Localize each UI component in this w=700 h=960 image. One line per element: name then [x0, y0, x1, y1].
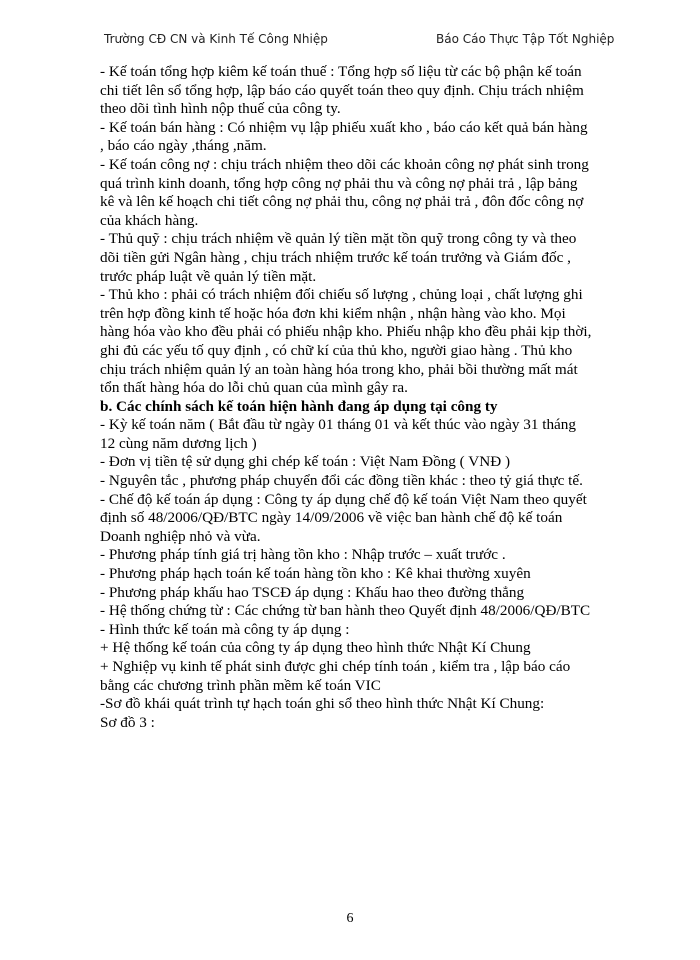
text-line: - Thủ kho : phải có trách nhiệm đối chiếu số lượng , chủng loại , chất lượng ghi: [100, 286, 583, 304]
text-line: của khách hàng.: [100, 211, 199, 229]
text-line: - Phương pháp khấu hao TSCĐ áp dụng : Khấu hao theo đường thẳng: [100, 583, 525, 601]
text-line: - Phương pháp hạch toán kế toán hàng tồn kho : Kê khai thường xuyên: [100, 565, 531, 583]
text-line: -Sơ đồ khái quát trình tự hạch toán ghi sổ theo hình thức Nhật Kí Chung:: [100, 695, 545, 713]
text-line: - Kế toán bán hàng : Có nhiệm vụ lập phiếu xuất kho , báo cáo kết quả bán hàng: [100, 118, 588, 136]
text-line: trên hợp đồng kinh tế hoặc hóa đơn khi kiểm nhận , nhận hàng vào kho. Mọi: [100, 304, 566, 322]
text-line: - Hình thức kế toán mà công ty áp dụng :: [100, 620, 350, 638]
text-line: dõi tiền gửi Ngân hàng , chịu trách nhiệm trước kế toán trưởng và Giám đốc ,: [100, 248, 571, 266]
text-line: kê và lên kế hoạch chi tiết công nợ phải thu, công nợ phải trả , đôn đốc công nợ: [100, 193, 584, 211]
text-line: + Nghiệp vụ kinh tế phát sinh được ghi chép tính toán , kiểm tra , lập báo cáo: [100, 658, 571, 675]
text-line: hàng hóa vào kho đều phải có phiếu nhập kho. Phiếu nhập kho đều phải kịp thời,: [100, 323, 592, 341]
text-line: quá trình kinh doanh, tổng hợp công nợ phải thu và công nợ phải trả , lập bảng: [100, 174, 578, 192]
section-heading: b. Các chính sách kế toán hiện hành đang áp dụng tại công ty: [100, 397, 498, 415]
text-line: - Hệ thống chứng từ : Các chứng từ ban hành theo Quyết định 48/2006/QĐ/BTC: [100, 602, 591, 620]
text-line: chịu trách nhiệm quản lý an toàn hàng hóa trong kho, phải bồi thường mất mát: [100, 360, 578, 378]
text-line: - Kỳ kế toán năm ( Bắt đầu từ ngày 01 tháng 01 và kết thúc vào ngày 31 tháng: [100, 416, 576, 434]
text-line: theo dõi tình hình nộp thuế của công ty.: [100, 100, 341, 118]
text-line: , báo cáo ngày ,tháng ,năm.: [100, 137, 267, 155]
text-line: chi tiết lên sổ tổng hợp, lập báo cáo quyết toán theo quy định. Chịu trách nhiệm: [100, 81, 584, 99]
text-line: - Phương pháp tính giá trị hàng tồn kho : Nhập trước – xuất trước .: [100, 546, 506, 564]
text-line: - Nguyên tắc , phương pháp chuyển đổi các đồng tiền khác : theo tỷ giá thực tế.: [100, 472, 583, 490]
text-line: - Đơn vị tiền tệ sử dụng ghi chép kế toán : Việt Nam Đồng ( VNĐ ): [100, 453, 511, 471]
text-line: 12 cùng năm dương lịch ): [100, 434, 257, 452]
text-line: ghi đủ các yếu tố quy định , có chữ kí của thủ kho, người giao hàng . Thủ kho: [100, 341, 573, 359]
header-school-name: Trường CĐ CN và Kinh Tế Công Nhiệp: [104, 32, 328, 46]
text-line: Sơ đồ 3 :: [100, 713, 155, 731]
text-line: định số 48/2006/QĐ/BTC ngày 14/09/2006 về việc ban hành chế độ kế toán: [100, 509, 563, 527]
document-body: [100, 63, 660, 732]
text-line: Doanh nghiệp nhỏ và vừa.: [100, 527, 261, 545]
header-report-title: Báo Cáo Thực Tập Tốt Nghiệp: [436, 32, 615, 46]
text-line: + Hệ thống kế toán của công ty áp dụng theo hình thức Nhật Kí Chung: [100, 639, 531, 657]
text-line: - Thủ quỹ : chịu trách nhiệm về quản lý tiền mặt tồn quỹ trong công ty và theo: [100, 230, 577, 248]
page-number: 6: [346, 911, 354, 926]
text-line: - Chế độ kế toán áp dụng : Công ty áp dụng chế độ kế toán Việt Nam theo quyết: [100, 490, 587, 508]
text-line: - Kế toán công nợ : chịu trách nhiệm theo dõi các khoản công nợ phát sinh trong: [100, 155, 589, 173]
text-line: tổn thất hàng hóa do lỗi chủ quan của mình gây ra.: [100, 379, 408, 397]
text-line: bằng các chương trình phần mềm kế toán VIC: [100, 676, 381, 694]
text-line: - Kế toán tổng hợp kiêm kế toán thuế : Tổng hợp số liệu từ các bộ phận kế toán: [100, 63, 582, 80]
text-line: trước pháp luật về quản lý tiền mặt.: [100, 267, 317, 285]
